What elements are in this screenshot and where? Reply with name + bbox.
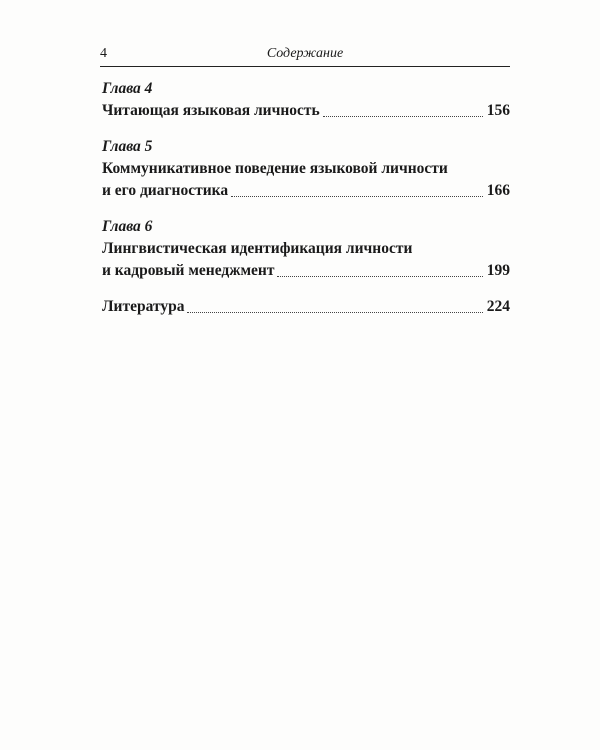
toc-entry-row bbox=[102, 296, 510, 318]
page-reference: 166 bbox=[486, 182, 510, 199]
chapter-label: Глава 5 bbox=[102, 138, 153, 155]
header-rule bbox=[100, 66, 510, 67]
toc-entry-row bbox=[102, 260, 510, 282]
chapter-title-continued: и его диагностика bbox=[102, 182, 229, 199]
chapter-title-continued: и кадровый менеджмент bbox=[102, 262, 275, 279]
toc-entry-chapter-6 bbox=[102, 216, 510, 282]
toc-entry-row bbox=[102, 180, 510, 202]
section-title: Содержание bbox=[266, 46, 344, 61]
literature-title: Литература bbox=[102, 298, 185, 315]
page-reference: 156 bbox=[486, 102, 510, 119]
chapter-label: Глава 4 bbox=[102, 80, 153, 97]
running-head bbox=[100, 46, 510, 66]
dot-leader bbox=[323, 115, 483, 117]
chapter-title-line: Коммуникативное поведение языковой личности bbox=[102, 160, 448, 177]
chapter-title-line: Лингвистическая идентификация личности bbox=[102, 240, 413, 257]
chapter-title: Читающая языковая личность bbox=[102, 102, 320, 119]
toc-entry-chapter-5 bbox=[102, 136, 510, 202]
dot-leader bbox=[231, 195, 483, 197]
dot-leader bbox=[187, 311, 482, 313]
toc-entry-row bbox=[102, 100, 510, 122]
toc-entry-literature bbox=[102, 296, 510, 318]
page-number: 4 bbox=[100, 46, 107, 61]
page-reference: 199 bbox=[486, 262, 510, 279]
chapter-label: Глава 6 bbox=[102, 218, 153, 235]
dot-leader bbox=[277, 275, 482, 277]
table-of-contents bbox=[102, 78, 510, 332]
toc-entry-chapter-4 bbox=[102, 78, 510, 122]
page-reference: 224 bbox=[486, 298, 510, 315]
